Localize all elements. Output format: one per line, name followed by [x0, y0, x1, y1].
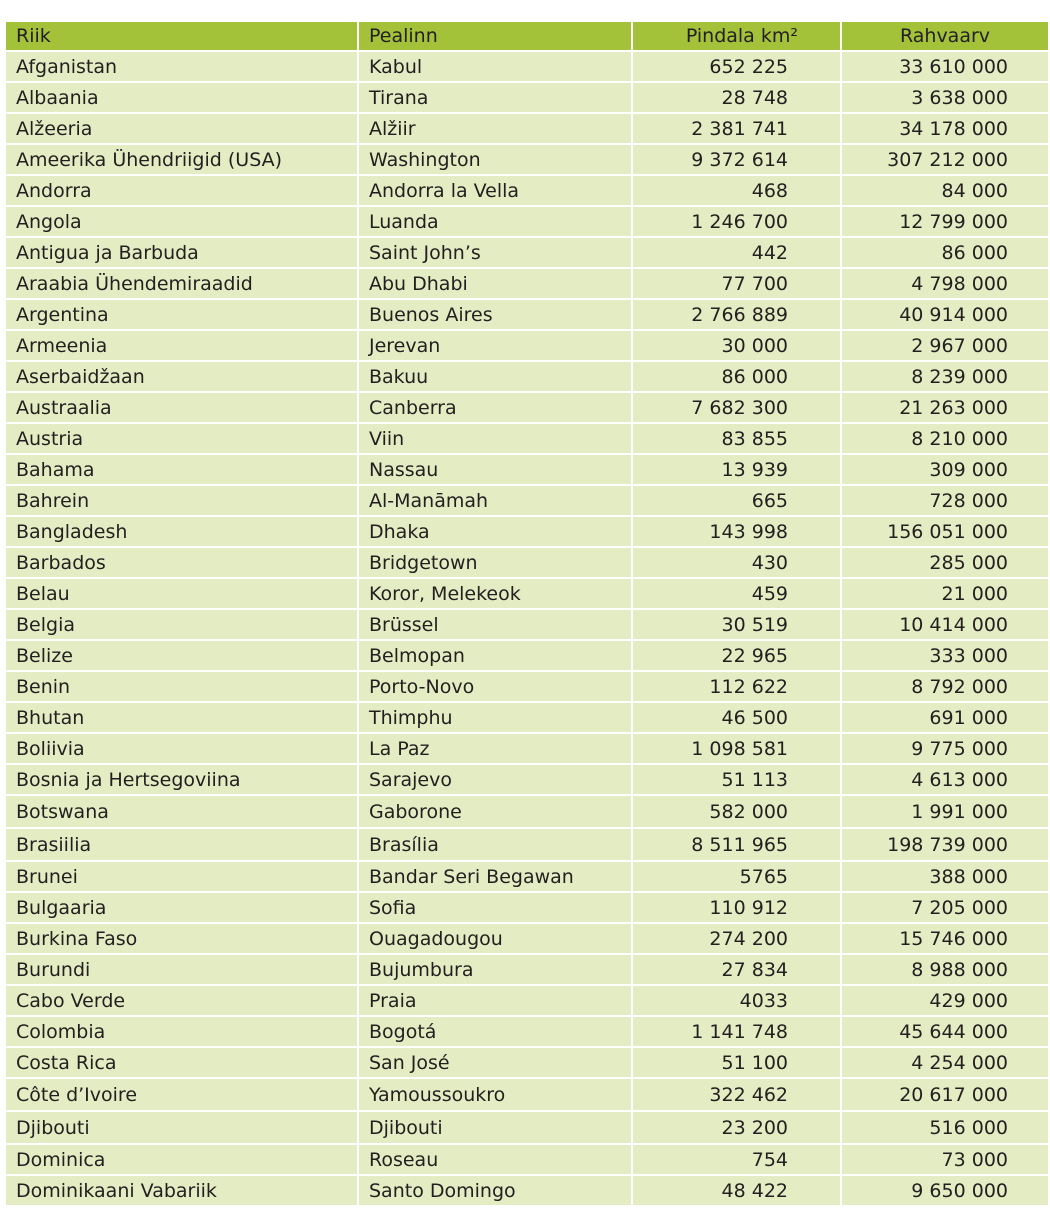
table-row [6, 765, 1048, 794]
table-row [6, 517, 1048, 546]
cell-capital: Koror, Melekeok [359, 579, 631, 608]
cell-population: 12 799 000 [842, 207, 1048, 236]
cell-country: Belau [6, 579, 357, 608]
table-row [6, 300, 1048, 329]
cell-area: 322 462 [633, 1079, 840, 1110]
cell-population: 333 000 [842, 641, 1048, 670]
cell-area: 51 113 [633, 765, 840, 794]
cell-population: 429 000 [842, 986, 1048, 1015]
table-row [6, 393, 1048, 422]
cell-area: 30 519 [633, 610, 840, 639]
table-row [6, 924, 1048, 953]
table-row [6, 331, 1048, 360]
cell-capital: Sarajevo [359, 765, 631, 794]
cell-population: 516 000 [842, 1112, 1048, 1143]
cell-country: Bahrein [6, 486, 357, 515]
table-row [6, 145, 1048, 174]
cell-capital: Washington [359, 145, 631, 174]
table-row [6, 734, 1048, 763]
cell-country: Armeenia [6, 331, 357, 360]
cell-capital: Viin [359, 424, 631, 453]
cell-country: Burkina Faso [6, 924, 357, 953]
cell-area: 143 998 [633, 517, 840, 546]
table-row [6, 1048, 1048, 1077]
cell-population: 9 775 000 [842, 734, 1048, 763]
cell-capital: Bridgetown [359, 548, 631, 577]
cell-country: Bulgaaria [6, 893, 357, 922]
cell-capital: Al-Manāmah [359, 486, 631, 515]
cell-population: 8 210 000 [842, 424, 1048, 453]
cell-area: 77 700 [633, 269, 840, 298]
cell-area: 86 000 [633, 362, 840, 391]
cell-population: 10 414 000 [842, 610, 1048, 639]
cell-population: 2 967 000 [842, 331, 1048, 360]
cell-capital: Santo Domingo [359, 1176, 631, 1205]
cell-country: Austria [6, 424, 357, 453]
cell-area: 112 622 [633, 672, 840, 701]
cell-country: Côte d’Ivoire [6, 1079, 357, 1110]
cell-country: Djibouti [6, 1112, 357, 1143]
cell-country: Benin [6, 672, 357, 701]
cell-population: 691 000 [842, 703, 1048, 732]
cell-population: 307 212 000 [842, 145, 1048, 174]
cell-capital: Brüssel [359, 610, 631, 639]
table-row [6, 641, 1048, 670]
cell-area: 46 500 [633, 703, 840, 732]
cell-area: 1 141 748 [633, 1017, 840, 1046]
table-row [6, 207, 1048, 236]
cell-population: 21 263 000 [842, 393, 1048, 422]
cell-population: 45 644 000 [842, 1017, 1048, 1046]
cell-country: Boliivia [6, 734, 357, 763]
cell-population: 9 650 000 [842, 1176, 1048, 1205]
cell-capital: Belmopan [359, 641, 631, 670]
table-row [6, 1176, 1048, 1205]
cell-capital: La Paz [359, 734, 631, 763]
table-row [6, 986, 1048, 1015]
cell-area: 30 000 [633, 331, 840, 360]
cell-area: 582 000 [633, 796, 840, 827]
cell-area: 28 748 [633, 83, 840, 112]
cell-area: 652 225 [633, 52, 840, 81]
cell-capital: Alžiir [359, 114, 631, 143]
cell-area: 51 100 [633, 1048, 840, 1077]
table-row [6, 862, 1048, 891]
cell-population: 40 914 000 [842, 300, 1048, 329]
cell-country: Burundi [6, 955, 357, 984]
cell-capital: Andorra la Vella [359, 176, 631, 205]
table-row [6, 955, 1048, 984]
cell-population: 156 051 000 [842, 517, 1048, 546]
cell-capital: Dhaka [359, 517, 631, 546]
cell-population: 309 000 [842, 455, 1048, 484]
cell-population: 728 000 [842, 486, 1048, 515]
cell-country: Brasiilia [6, 829, 357, 860]
table-row [6, 1079, 1048, 1110]
cell-country: Bhutan [6, 703, 357, 732]
table-row [6, 176, 1048, 205]
table-row [6, 893, 1048, 922]
cell-population: 8 792 000 [842, 672, 1048, 701]
cell-area: 2 766 889 [633, 300, 840, 329]
cell-population: 7 205 000 [842, 893, 1048, 922]
cell-country: Ameerika Ühendriigid (USA) [6, 145, 357, 174]
cell-area: 459 [633, 579, 840, 608]
cell-capital: Sofia [359, 893, 631, 922]
cell-capital: Buenos Aires [359, 300, 631, 329]
cell-area: 23 200 [633, 1112, 840, 1143]
cell-population: 73 000 [842, 1145, 1048, 1174]
cell-area: 430 [633, 548, 840, 577]
cell-area: 48 422 [633, 1176, 840, 1205]
table-row [6, 455, 1048, 484]
cell-country: Bahama [6, 455, 357, 484]
header-population: Rahvaarv [842, 22, 1048, 50]
cell-country: Dominica [6, 1145, 357, 1174]
cell-capital: Yamoussoukro [359, 1079, 631, 1110]
cell-country: Aserbaidžaan [6, 362, 357, 391]
table-row [6, 486, 1048, 515]
cell-capital: Saint John’s [359, 238, 631, 267]
header-area: Pindala km² [633, 22, 840, 50]
cell-population: 20 617 000 [842, 1079, 1048, 1110]
cell-population: 84 000 [842, 176, 1048, 205]
cell-population: 8 239 000 [842, 362, 1048, 391]
cell-country: Brunei [6, 862, 357, 891]
cell-population: 4 254 000 [842, 1048, 1048, 1077]
table-row [6, 548, 1048, 577]
cell-population: 4 613 000 [842, 765, 1048, 794]
cell-population: 198 739 000 [842, 829, 1048, 860]
table-row [6, 829, 1048, 860]
cell-country: Alžeeria [6, 114, 357, 143]
cell-country: Costa Rica [6, 1048, 357, 1077]
cell-capital: San José [359, 1048, 631, 1077]
table-row [6, 83, 1048, 112]
cell-area: 9 372 614 [633, 145, 840, 174]
cell-capital: Abu Dhabi [359, 269, 631, 298]
cell-area: 83 855 [633, 424, 840, 453]
cell-capital: Bujumbura [359, 955, 631, 984]
table-row [6, 703, 1048, 732]
cell-population: 3 638 000 [842, 83, 1048, 112]
cell-capital: Ouagadougou [359, 924, 631, 953]
countries-table [4, 20, 1050, 1207]
cell-capital: Jerevan [359, 331, 631, 360]
cell-capital: Canberra [359, 393, 631, 422]
cell-population: 1 991 000 [842, 796, 1048, 827]
cell-capital: Nassau [359, 455, 631, 484]
table-row [6, 1112, 1048, 1143]
cell-capital: Bogotá [359, 1017, 631, 1046]
cell-area: 22 965 [633, 641, 840, 670]
cell-country: Belgia [6, 610, 357, 639]
cell-area: 4033 [633, 986, 840, 1015]
cell-population: 33 610 000 [842, 52, 1048, 81]
table-row [6, 52, 1048, 81]
table-row [6, 672, 1048, 701]
cell-country: Botswana [6, 796, 357, 827]
table-row [6, 362, 1048, 391]
cell-population: 4 798 000 [842, 269, 1048, 298]
cell-country: Afganistan [6, 52, 357, 81]
cell-population: 285 000 [842, 548, 1048, 577]
table-row [6, 579, 1048, 608]
table-row [6, 1017, 1048, 1046]
cell-country: Antigua ja Barbuda [6, 238, 357, 267]
cell-area: 468 [633, 176, 840, 205]
cell-country: Albaania [6, 83, 357, 112]
cell-country: Angola [6, 207, 357, 236]
cell-capital: Djibouti [359, 1112, 631, 1143]
cell-country: Barbados [6, 548, 357, 577]
table-row [6, 269, 1048, 298]
cell-area: 27 834 [633, 955, 840, 984]
cell-area: 1 098 581 [633, 734, 840, 763]
cell-area: 274 200 [633, 924, 840, 953]
header-country: Riik [6, 22, 357, 50]
cell-capital: Kabul [359, 52, 631, 81]
cell-country: Bangladesh [6, 517, 357, 546]
cell-capital: Thimphu [359, 703, 631, 732]
cell-area: 110 912 [633, 893, 840, 922]
cell-area: 665 [633, 486, 840, 515]
header-capital: Pealinn [359, 22, 631, 50]
table-row [6, 1145, 1048, 1174]
table-row [6, 114, 1048, 143]
table-row [6, 424, 1048, 453]
table-row [6, 796, 1048, 827]
cell-population: 86 000 [842, 238, 1048, 267]
cell-country: Dominikaani Vabariik [6, 1176, 357, 1205]
cell-country: Andorra [6, 176, 357, 205]
table-row [6, 610, 1048, 639]
cell-country: Argentina [6, 300, 357, 329]
countries-table-container [4, 20, 1048, 1207]
cell-area: 2 381 741 [633, 114, 840, 143]
table-body [6, 52, 1048, 1205]
cell-country: Araabia Ühendemiraadid [6, 269, 357, 298]
cell-area: 5765 [633, 862, 840, 891]
cell-country: Bosnia ja Hertsegoviina [6, 765, 357, 794]
cell-country: Belize [6, 641, 357, 670]
cell-country: Austraalia [6, 393, 357, 422]
cell-population: 21 000 [842, 579, 1048, 608]
cell-capital: Luanda [359, 207, 631, 236]
cell-population: 34 178 000 [842, 114, 1048, 143]
cell-area: 13 939 [633, 455, 840, 484]
cell-area: 8 511 965 [633, 829, 840, 860]
cell-capital: Porto-Novo [359, 672, 631, 701]
cell-area: 754 [633, 1145, 840, 1174]
cell-capital: Praia [359, 986, 631, 1015]
cell-area: 1 246 700 [633, 207, 840, 236]
cell-country: Colombia [6, 1017, 357, 1046]
header-row [6, 22, 1048, 50]
cell-capital: Brasília [359, 829, 631, 860]
cell-capital: Roseau [359, 1145, 631, 1174]
cell-capital: Bandar Seri Begawan [359, 862, 631, 891]
cell-country: Cabo Verde [6, 986, 357, 1015]
cell-capital: Tirana [359, 83, 631, 112]
cell-capital: Gaborone [359, 796, 631, 827]
cell-population: 8 988 000 [842, 955, 1048, 984]
cell-area: 7 682 300 [633, 393, 840, 422]
cell-capital: Bakuu [359, 362, 631, 391]
table-row [6, 238, 1048, 267]
cell-area: 442 [633, 238, 840, 267]
cell-population: 15 746 000 [842, 924, 1048, 953]
cell-population: 388 000 [842, 862, 1048, 891]
